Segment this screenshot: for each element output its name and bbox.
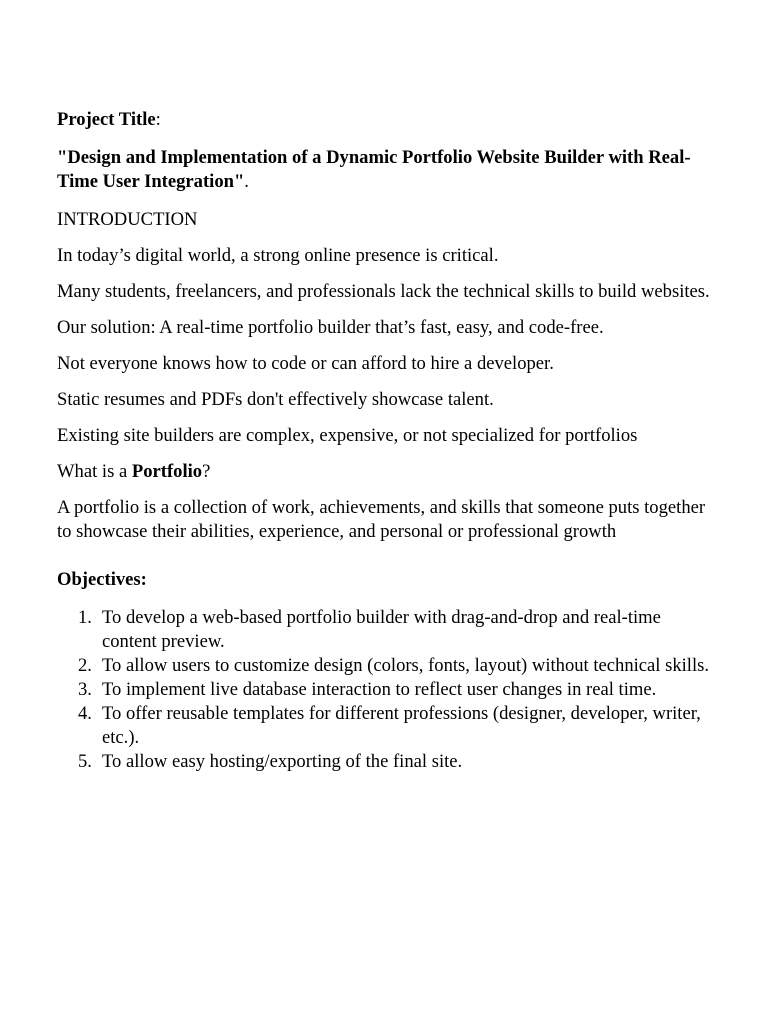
objective-item — [57, 654, 717, 678]
intro-paragraph-3: Our solution: A real-time portfolio builder that’s fast, easy, and code-free. — [57, 317, 604, 338]
objective-text: To allow easy hosting/exporting of the final site. — [102, 751, 463, 772]
intro-paragraph-6: Existing site builders are complex, expensive, or not specialized for portfolios — [57, 425, 638, 446]
objective-number: 4. — [78, 703, 92, 724]
intro-paragraph-5: Static resumes and PDFs don't effectively showcase talent. — [57, 389, 494, 410]
project-title-text: "Design and Implementation of a Dynamic Portfolio Website Builder with Real-Time User Integration" — [57, 147, 691, 192]
introduction-heading: INTRODUCTION — [57, 209, 198, 230]
intro-paragraph-2: Many students, freelancers, and professionals lack the technical skills to build websites. — [57, 281, 710, 302]
intro-paragraph-4: Not everyone knows how to code or can afford to hire a developer. — [57, 353, 554, 374]
objective-number: 1. — [78, 607, 92, 628]
intro-paragraph-1: In today’s digital world, a strong online presence is critical. — [57, 245, 499, 266]
document-page — [57, 108, 717, 774]
objective-text: To allow users to customize design (colors, fonts, layout) without technical skills. — [102, 655, 710, 676]
portfolio-definition: A portfolio is a collection of work, achievements, and skills that someone puts together to showcase their abilities, experience, and personal or professional growth — [57, 497, 706, 542]
portfolio-question — [57, 460, 717, 484]
objective-item — [57, 702, 717, 750]
objective-number: 2. — [78, 655, 92, 676]
objectives-heading: Objectives: — [57, 569, 147, 590]
project-title-period: . — [244, 171, 249, 192]
objective-text: To implement live database interaction to reflect user changes in real time. — [102, 679, 657, 700]
objective-item — [57, 750, 717, 774]
objective-text: To develop a web-based portfolio builder with drag-and-drop and real-time content preview. — [102, 607, 661, 652]
portfolio-question-term: Portfolio — [131, 461, 203, 482]
project-title-label-text: Project Title — [57, 109, 156, 130]
project-title — [57, 146, 717, 194]
objective-number: 5. — [78, 751, 92, 772]
objective-item — [57, 606, 717, 654]
project-title-label — [57, 108, 717, 132]
objective-text: To offer reusable templates for different professions (designer, developer, writer, etc.). — [102, 703, 701, 748]
project-title-colon: : — [155, 109, 161, 130]
portfolio-question-prefix: What is a — [57, 461, 132, 482]
portfolio-question-suffix: ? — [202, 461, 211, 482]
objectives-list — [57, 606, 717, 774]
objective-number: 3. — [78, 679, 92, 700]
objective-item — [57, 678, 717, 702]
